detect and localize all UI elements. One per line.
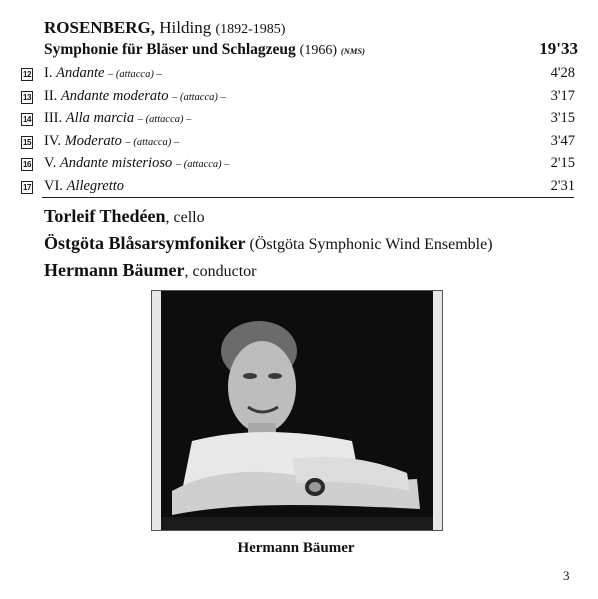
performer-line (44, 233, 493, 254)
movement-tempo: Andante (56, 65, 105, 81)
movement-note: – (attacca) – (108, 69, 162, 80)
movement-numeral: III. (44, 110, 63, 127)
photo-caption: Hermann Bäumer (237, 540, 355, 556)
track-list (21, 65, 575, 201)
performer-role: , cello (165, 209, 205, 226)
movement-title (44, 110, 191, 127)
track-number-badge: 12 (21, 68, 33, 81)
portrait-face (228, 341, 296, 433)
movement-note: – (attacca) – (175, 159, 230, 171)
track-duration: 3'17 (550, 87, 575, 104)
page-number: 3 (563, 568, 570, 583)
track-number-badge: 13 (21, 91, 33, 104)
conductor-photo (151, 290, 443, 531)
portrait-eye-right (268, 373, 282, 379)
movement-title (44, 88, 226, 105)
movement-tempo: Moderato (64, 132, 122, 149)
movement-numeral: IV. (44, 132, 62, 149)
performer-name: Hermann Bäumer (44, 260, 185, 280)
movement-numeral: I. (44, 65, 53, 81)
track-number-badge: 15 (21, 136, 33, 149)
track-duration: 2'15 (550, 155, 575, 172)
track-row (21, 88, 575, 111)
movement-note: – (attacca) – (137, 114, 192, 126)
movement-tempo: Alla marcia (65, 110, 135, 127)
photo-ledge (161, 517, 433, 530)
movement-numeral: VI. (44, 177, 63, 194)
performer-name: Torleif Thedéen (44, 206, 166, 226)
work-year: (1966) (299, 43, 337, 58)
performer-line (44, 206, 205, 227)
portrait-eye-left (243, 373, 257, 379)
performer-role: (Östgöta Symphonic Wind Ensemble) (245, 236, 493, 253)
movement-tempo: Andante misterioso (59, 155, 173, 172)
track-duration: 3'15 (550, 110, 575, 127)
movement-note: – (attacca) – (125, 136, 180, 148)
track-row (21, 110, 575, 133)
track-number-badge: 14 (21, 113, 33, 126)
photo-left-edge (152, 291, 161, 530)
movement-title (44, 178, 124, 195)
movement-title (44, 133, 179, 150)
performer-role: , conductor (184, 263, 257, 280)
track-duration: 4'28 (550, 65, 575, 81)
performer-line (44, 260, 256, 281)
performer-name: Östgöta Blåsarsymfoniker (44, 233, 246, 253)
movement-title (44, 155, 230, 172)
work-heading (44, 41, 578, 63)
movement-tempo: Andante moderato (60, 87, 169, 104)
composer-given-name: Hilding (159, 18, 212, 37)
track-row (21, 133, 575, 156)
portrait-illustration (152, 291, 442, 530)
composer-heading (44, 18, 285, 38)
track-number-badge: 17 (21, 181, 33, 194)
composer-years: (1892-1985) (215, 22, 286, 37)
photo-right-edge (433, 291, 442, 530)
movement-numeral: V. (44, 155, 57, 172)
track-duration: 3'47 (550, 132, 575, 149)
track-duration: 2'31 (550, 177, 575, 194)
movement-tempo: Allegretto (66, 177, 125, 194)
movement-numeral: II. (44, 87, 58, 104)
track-number-badge: 16 (21, 158, 33, 171)
work-publisher: (NMS) (340, 46, 365, 56)
movement-note: – (attacca) – (172, 91, 226, 103)
movement-title (44, 65, 162, 82)
section-divider (42, 197, 574, 198)
work-duration: 19'33 (539, 39, 578, 58)
wristwatch-face (309, 482, 321, 492)
track-row (21, 155, 575, 178)
track-row (21, 65, 575, 88)
work-title: Symphonie für Bläser und Schlagzeug (44, 41, 296, 58)
composer-surname: ROSENBERG, (44, 18, 155, 37)
